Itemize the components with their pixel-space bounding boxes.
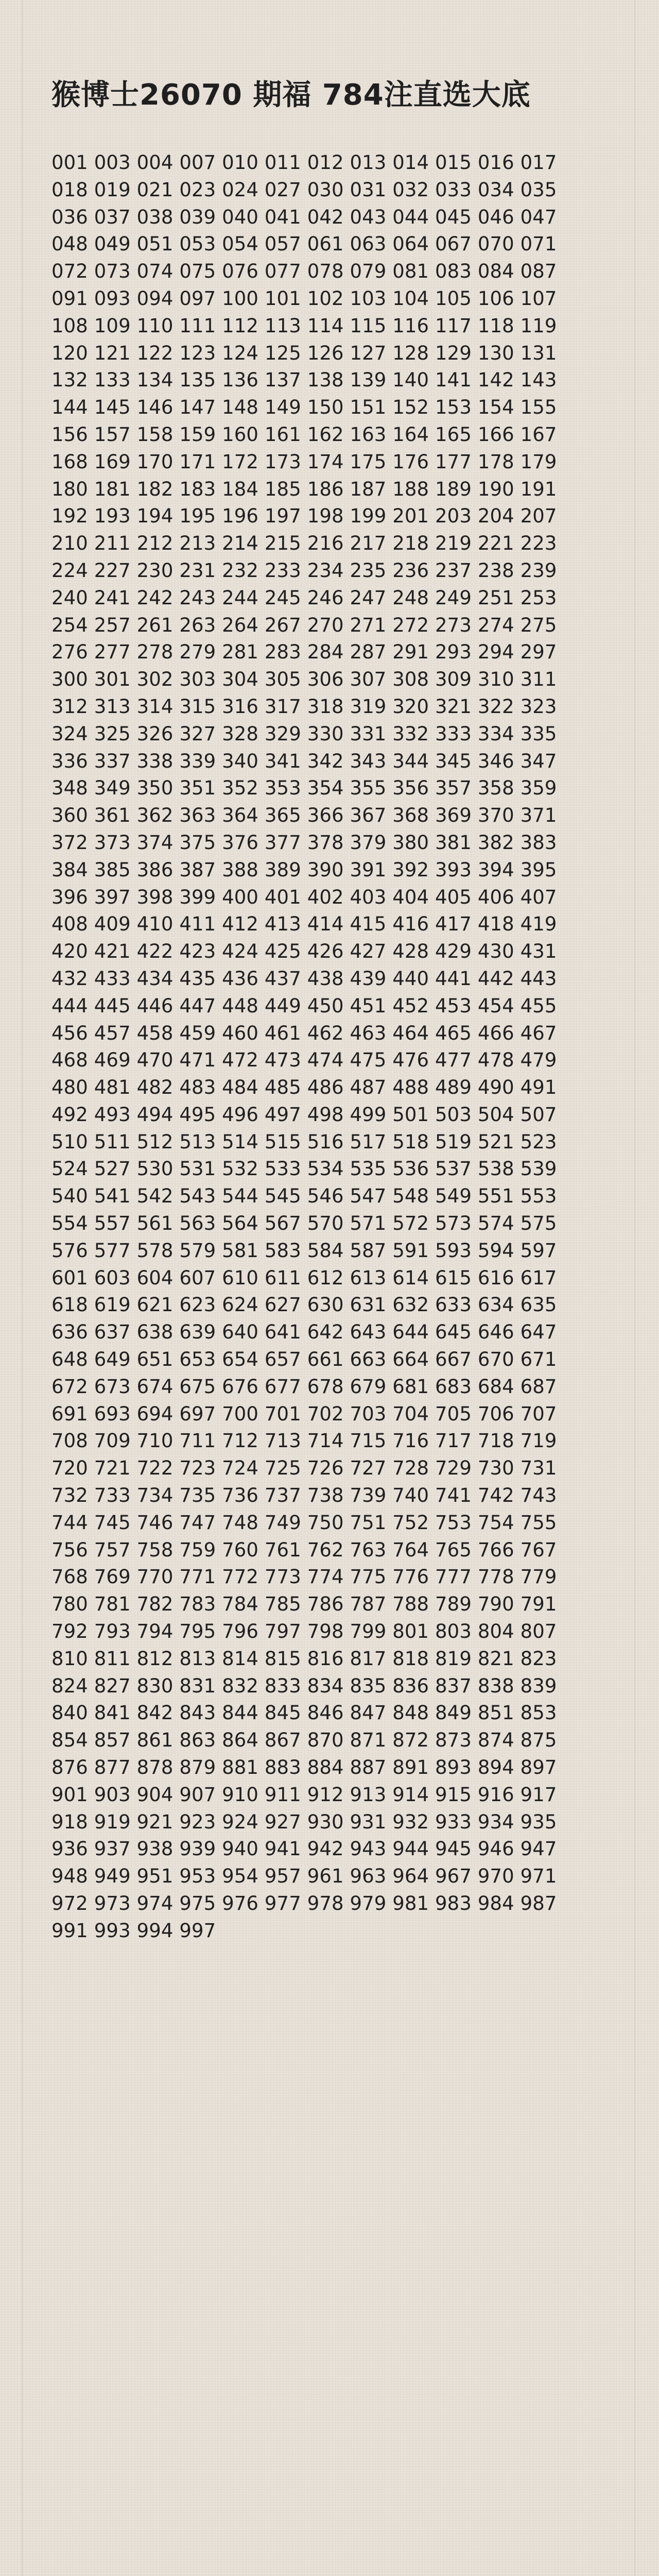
number-line: 324 325 326 327 328 329 330 331 332 333 334 335 (51, 722, 557, 745)
number-line: 108 109 110 111 112 113 114 115 116 117 118 119 (51, 314, 557, 337)
number-line: 510 511 512 513 514 515 516 517 518 519 521 523 (51, 1130, 557, 1153)
number-line: 036 037 038 039 040 041 042 043 044 045 046 047 (51, 206, 557, 228)
number-line: 240 241 242 243 244 245 246 247 248 249 251 253 (51, 586, 557, 609)
number-line: 708 709 710 711 712 713 714 715 716 717 718 719 (51, 1430, 557, 1452)
number-line: 018 019 021 023 024 027 030 031 032 033 034 035 (51, 178, 557, 201)
number-line: 144 145 146 147 148 149 150 151 152 153 154 155 (51, 396, 557, 419)
number-line: 991 993 994 997 (51, 1919, 216, 1942)
number-line: 168 169 170 171 172 173 174 175 176 177 178 179 (51, 450, 557, 473)
number-line: 396 397 398 399 400 401 402 403 404 405 406 407 (51, 886, 557, 908)
number-line: 001 003 004 007 010 011 012 013 014 015 016 017 (51, 151, 557, 174)
number-line: 648 649 651 653 654 657 661 663 664 667 670 671 (51, 1348, 557, 1371)
number-line: 601 603 604 607 610 611 612 613 614 615 616 617 (51, 1266, 557, 1289)
number-line: 348 349 350 351 352 353 354 355 356 357 358 359 (51, 777, 557, 800)
number-line: 744 745 746 747 748 749 750 751 752 753 754 755 (51, 1511, 557, 1534)
number-line: 132 133 134 135 136 137 138 139 140 141 142 143 (51, 369, 557, 392)
number-line: 524 527 530 531 532 533 534 535 536 537 538 539 (51, 1158, 557, 1180)
number-line: 480 481 482 483 484 485 486 487 488 489 490 491 (51, 1076, 557, 1099)
number-line: 720 721 722 723 724 725 726 727 728 729 730 731 (51, 1457, 557, 1480)
number-line: 276 277 278 279 281 283 284 287 291 293 294 297 (51, 641, 557, 664)
number-line: 768 769 770 771 772 773 774 775 776 777 778 779 (51, 1566, 557, 1588)
number-line: 756 757 758 759 760 761 762 763 764 765 766 767 (51, 1538, 557, 1561)
number-line: 468 469 470 471 472 473 474 475 476 477 478 479 (51, 1049, 557, 1072)
number-line: 672 673 674 675 676 677 678 679 681 683 684 687 (51, 1375, 557, 1398)
number-line: 444 445 446 447 448 449 450 451 452 453 454 455 (51, 994, 557, 1017)
number-line: 360 361 362 363 364 365 366 367 368 369 370 371 (51, 804, 557, 827)
number-line: 824 827 830 831 832 833 834 835 836 837 838 839 (51, 1674, 557, 1697)
number-line: 810 811 812 813 814 815 816 817 818 819 821 823 (51, 1647, 557, 1670)
number-line: 224 227 230 231 232 233 234 235 236 237 238 239 (51, 559, 557, 582)
number-line: 420 421 422 423 424 425 426 427 428 429 430 431 (51, 940, 557, 963)
number-line: 432 433 434 435 436 437 438 439 440 441 442 443 (51, 967, 557, 990)
number-line: 854 857 861 863 864 867 870 871 872 873 874 875 (51, 1729, 557, 1752)
number-line: 156 157 158 159 160 161 162 163 164 165 166 167 (51, 423, 557, 446)
number-list (51, 152, 610, 1948)
number-line: 408 409 410 411 412 413 414 415 416 417 418 419 (51, 913, 557, 936)
number-line: 972 973 974 975 976 977 978 979 981 983 984 987 (51, 1892, 557, 1914)
number-line: 876 877 878 879 881 883 884 887 891 893 894 897 (51, 1756, 557, 1779)
number-line: 540 541 542 543 544 545 546 547 548 549 551 553 (51, 1185, 557, 1208)
number-line: 312 313 314 315 316 317 318 319 320 321 322 323 (51, 695, 557, 718)
number-line: 618 619 621 623 624 627 630 631 632 633 634 635 (51, 1294, 557, 1316)
number-line: 456 457 458 459 460 461 462 463 464 465 466 467 (51, 1022, 557, 1044)
number-line: 918 919 921 923 924 927 930 931 932 933 934 935 (51, 1810, 557, 1833)
number-line: 554 557 561 563 564 567 570 571 572 573 574 575 (51, 1212, 557, 1235)
number-line: 576 577 578 579 581 583 584 587 591 593 594 597 (51, 1239, 557, 1262)
note-title: 猴博士26070 期福 784注直选大底 (51, 78, 531, 112)
number-line: 210 211 212 213 214 215 216 217 218 219 221 223 (51, 532, 557, 555)
number-line: 948 949 951 953 954 957 961 963 964 967 970 971 (51, 1865, 557, 1888)
number-line: 180 181 182 183 184 185 186 187 188 189 190 191 (51, 478, 557, 500)
number-line: 120 121 122 123 124 125 126 127 128 129 130 131 (51, 342, 557, 364)
number-line: 901 903 904 907 910 911 912 913 914 915 916 917 (51, 1783, 557, 1806)
number-line: 372 373 374 375 376 377 378 379 380 381 382 383 (51, 831, 557, 854)
number-line: 072 073 074 075 076 077 078 079 081 083 084 087 (51, 260, 557, 283)
number-line: 384 385 386 387 388 389 390 391 392 393 394 395 (51, 858, 557, 881)
number-line: 254 257 261 263 264 267 270 271 272 273 274 275 (51, 614, 557, 636)
number-line: 336 337 338 339 340 341 342 343 344 345 346 347 (51, 750, 557, 772)
number-line: 091 093 094 097 100 101 102 103 104 105 106 107 (51, 287, 557, 310)
number-line: 192 193 194 195 196 197 198 199 201 203 204 207 (51, 505, 557, 528)
number-line: 780 781 782 783 784 785 786 787 788 789 790 791 (51, 1593, 557, 1616)
number-line: 936 937 938 939 940 941 942 943 944 945 946 947 (51, 1838, 557, 1860)
number-line: 300 301 302 303 304 305 306 307 308 309 310 311 (51, 668, 557, 691)
number-line: 792 793 794 795 796 797 798 799 801 803 804 807 (51, 1620, 557, 1643)
number-line: 048 049 051 053 054 057 061 063 064 067 070 071 (51, 233, 557, 256)
number-line: 636 637 638 639 640 641 642 643 644 645 646 647 (51, 1321, 557, 1344)
number-line: 492 493 494 495 496 497 498 499 501 503 504 507 (51, 1103, 557, 1126)
number-line: 732 733 734 735 736 737 738 739 740 741 742 743 (51, 1484, 557, 1507)
number-line: 691 693 694 697 700 701 702 703 704 705 706 707 (51, 1402, 557, 1425)
number-line: 840 841 842 843 844 845 846 847 848 849 851 853 (51, 1702, 557, 1724)
